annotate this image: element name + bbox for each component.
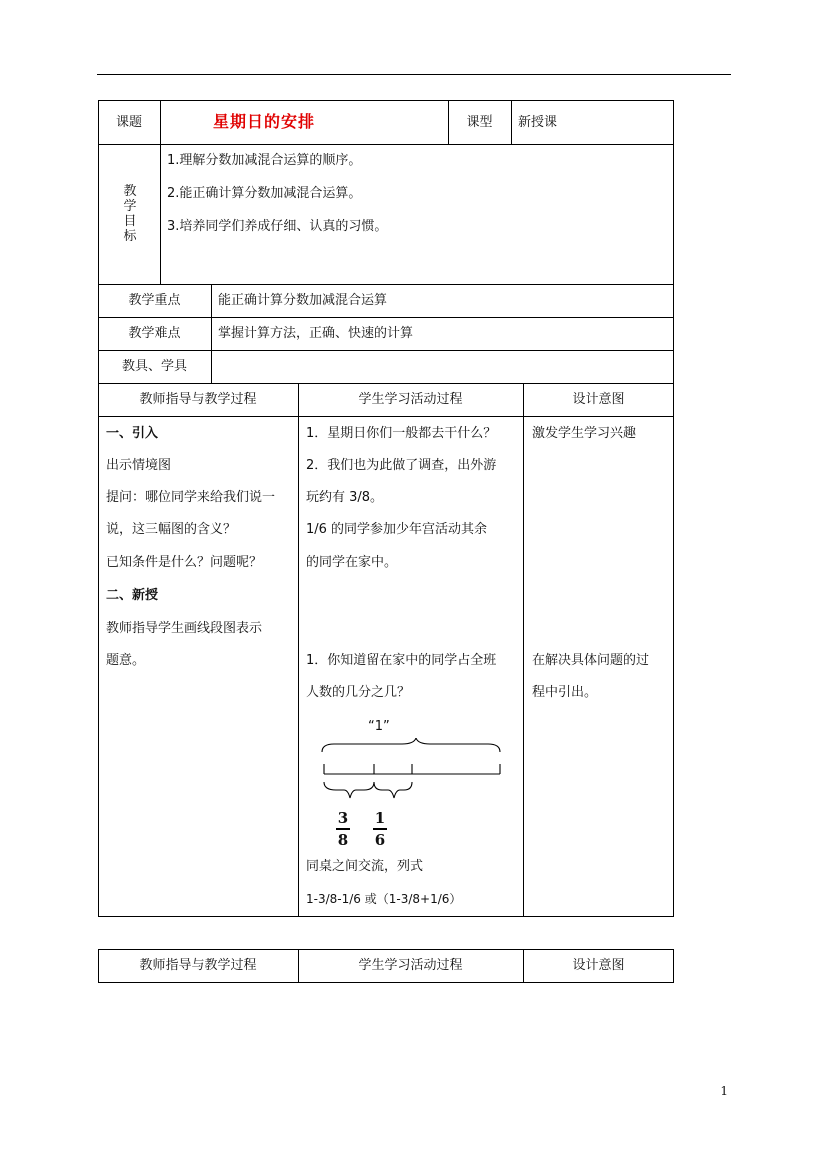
student-line: 1/6 的同学参加少年宫活动其余 (306, 522, 488, 537)
student-line: 1-3/8-1/6 或（1-3/8+1/6） (306, 892, 462, 906)
student-line: 2．我们也为此做了调查，出外游 (306, 458, 497, 473)
goal-item: 2.能正确计算分数加减混合运算。 (167, 186, 362, 201)
student-activity-header: 学生学习活动过程 (358, 958, 463, 973)
tools-label: 教具、学具 (121, 359, 187, 374)
key-value: 能正确计算分数加减混合运算 (218, 293, 388, 308)
teacher-line: 提问：哪位同学来给我们说一 (106, 490, 276, 505)
student-line: 玩约有 3/8。 (306, 490, 384, 505)
student-line: 1．你知道留在家中的同学占全班 (306, 653, 497, 668)
student-line: 同桌之间交流，列式 (306, 859, 424, 874)
teacher-line: 说，这三幅图的含义？ (106, 522, 237, 537)
row-divider (98, 317, 674, 318)
bottom-brace (374, 782, 412, 798)
row-divider (98, 144, 674, 145)
col-divider (511, 100, 512, 144)
fraction-denominator: 8 (337, 830, 349, 849)
section-heading: 一、引入 (106, 426, 159, 441)
teacher-process-header: 教师指导与教学过程 (139, 392, 257, 407)
goal-item: 1.理解分数加减混合运算的顺序。 (167, 153, 362, 168)
design-intent-header: 设计意图 (572, 392, 625, 407)
goals-label: 教学目标 (123, 184, 137, 244)
type-label: 课型 (466, 115, 493, 130)
student-line: 的同学在家中。 (306, 555, 398, 570)
key-label: 教学重点 (128, 293, 181, 308)
student-activity-header: 学生学习活动过程 (358, 392, 463, 407)
line-segment-diagram (316, 738, 506, 808)
page-number: 1 (720, 1084, 728, 1098)
goal-item: 3.培养同学们养成仔细、认真的习惯。 (167, 219, 388, 234)
teacher-line: 已知条件是什么？问题呢？ (106, 555, 263, 570)
teacher-line: 教师指导学生画线段图表示 (106, 621, 263, 636)
header-rule (97, 74, 731, 75)
topic-label: 课题 (115, 115, 142, 130)
fraction-numerator: 3 (337, 809, 349, 827)
fraction-three-eighths (336, 810, 350, 848)
student-line: 人数的几分之几？ (306, 685, 411, 700)
intent-line: 激发学生学习兴趣 (532, 426, 637, 441)
col-divider (211, 284, 212, 383)
fraction-numerator: 1 (374, 809, 386, 827)
row-divider (98, 416, 674, 417)
top-brace (322, 738, 500, 752)
fraction-denominator: 6 (374, 830, 386, 849)
fraction-one-sixth (373, 810, 387, 848)
row-divider (98, 284, 674, 285)
difficulty-value: 掌握计算方法，正确、快速的计算 (218, 326, 414, 341)
intent-line: 在解决具体问题的过 (532, 653, 650, 668)
design-intent-header: 设计意图 (572, 958, 625, 973)
type-value: 新授课 (518, 115, 558, 130)
row-divider (98, 350, 674, 351)
difficulty-label: 教学难点 (128, 326, 181, 341)
teacher-process-header: 教师指导与教学过程 (139, 958, 257, 973)
col-divider (298, 383, 299, 917)
diagram-whole-label: “1” (368, 719, 390, 734)
page-title: 星期日的安排 (212, 112, 315, 131)
col-divider (523, 383, 524, 917)
section-heading: 二、新授 (106, 588, 159, 603)
row-divider (98, 383, 674, 384)
intent-line: 程中引出。 (532, 685, 598, 700)
teacher-line: 题意。 (106, 653, 146, 668)
bottom-brace (324, 782, 374, 798)
student-line: 1．星期日你们一般都去干什么？ (306, 426, 497, 441)
teacher-line: 出示情境图 (106, 458, 172, 473)
